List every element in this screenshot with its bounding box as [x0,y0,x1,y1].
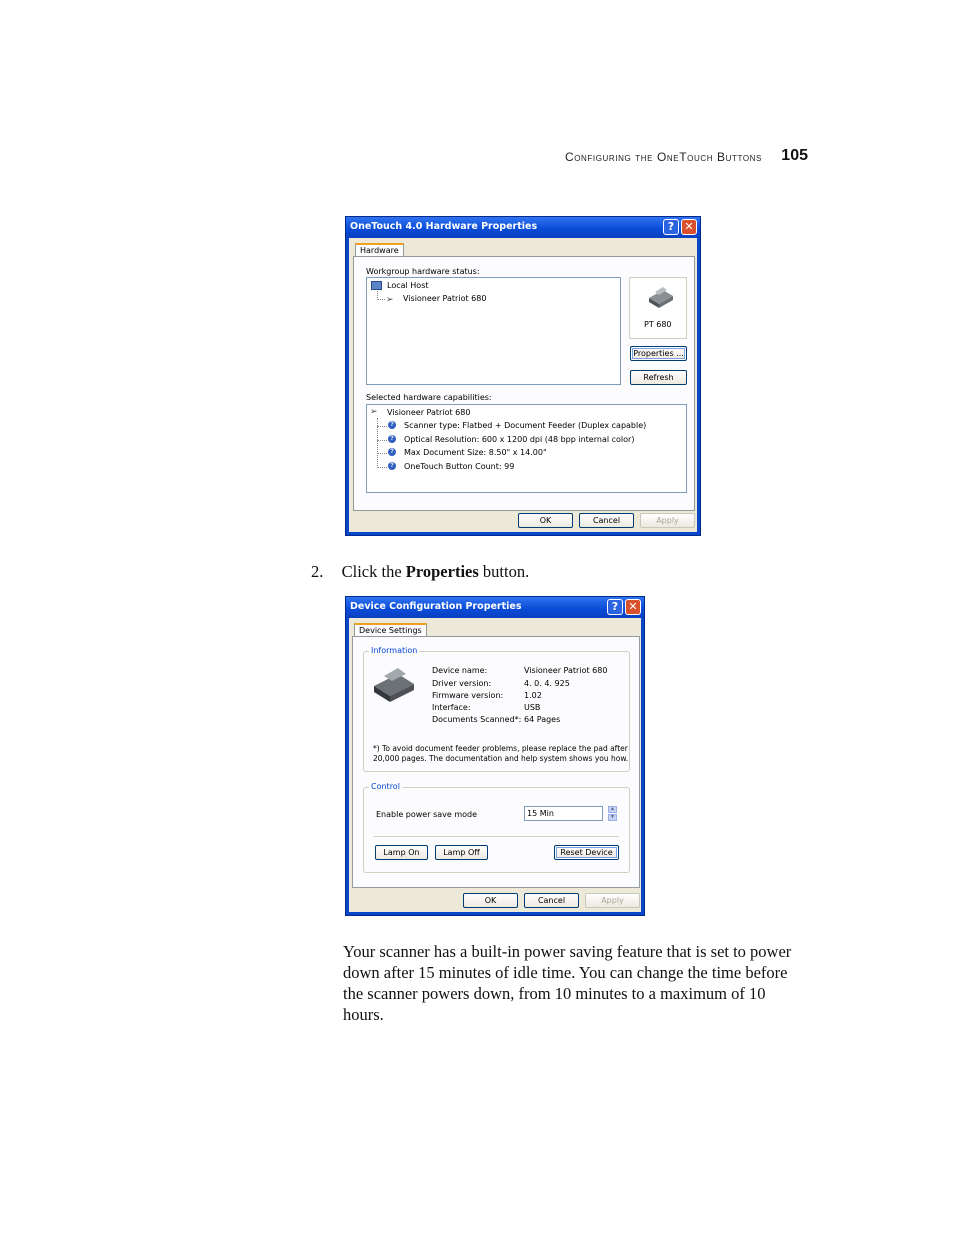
refresh-button[interactable]: Refresh [630,370,687,385]
info-label: Interface: [432,703,471,712]
hardware-tree[interactable] [366,277,621,385]
feeder-note-line2: 20,000 pages. The documentation and help system shows you how. [373,754,629,763]
dialog-title: Device Configuration Properties [350,601,522,612]
ok-button[interactable]: OK [463,893,518,908]
power-save-value: 15 Min [527,809,554,818]
lamp-on-button[interactable]: Lamp On [375,845,428,860]
cancel-button[interactable]: Cancel [579,513,634,528]
dialog-body [349,618,641,912]
capabilities-tree[interactable] [366,404,687,493]
ok-button[interactable]: OK [518,513,573,528]
scanner-arrow-icon: ➢ [370,406,378,416]
dialog-title-bar[interactable] [346,217,700,238]
close-icon[interactable]: ✕ [681,219,697,235]
help-icon[interactable]: ? [607,599,623,615]
info-value: USB [524,703,541,712]
close-icon[interactable]: ✕ [625,599,641,615]
device-caption: PT 680 [644,320,672,329]
paragraph-line: down after 15 minutes of idle time. You can change the time before [343,963,788,982]
tree-host[interactable]: Local Host [387,281,429,290]
spin-up-icon[interactable]: ▲ [608,806,617,813]
info-value: 4. 0. 4. 925 [524,679,570,688]
step-instruction [311,561,529,582]
tab-panel [353,256,695,511]
step-bold: Properties [405,562,479,581]
dialog-body [349,238,697,532]
status-label: Workgroup hardware status: [366,267,480,276]
paragraph-line: Your scanner has a built-in power saving feature that is set to power [343,942,792,961]
control-group-label: Control [371,782,400,791]
help-icon[interactable]: ? [663,219,679,235]
tab-hardware[interactable]: Hardware [355,243,404,257]
scanner-arrow-icon: ➢ [386,294,394,304]
capability-item: Max Document Size: 8.50" x 14.00" [404,448,547,457]
feeder-note-line1: *) To avoid document feeder problems, please replace the pad after [373,744,628,753]
info-label: Firmware version: [432,691,504,700]
info-label: Device name: [432,666,488,675]
capabilities-label: Selected hardware capabilities: [366,393,492,402]
properties-button[interactable]: Properties ... [630,346,687,361]
information-group [363,646,630,772]
power-save-input[interactable] [524,806,603,821]
step-suffix: button. [482,562,530,581]
lamp-off-button[interactable]: Lamp Off [435,845,488,860]
capability-item: Optical Resolution: 600 x 1200 dpi (48 bpp internal color) [404,435,635,444]
device-configuration-dialog [345,596,645,916]
info-label: Driver version: [432,679,492,688]
info-icon: ? [388,435,396,443]
hardware-properties-dialog [345,216,701,536]
scanner-icon [370,666,418,706]
tree-device[interactable]: Visioneer Patriot 680 [403,294,487,303]
capability-item: Scanner type: Flatbed + Document Feeder (Duplex capable) [404,421,647,430]
info-icon: ? [388,421,396,429]
info-value: 64 Pages [524,715,561,724]
capability-item: OneTouch Button Count: 99 [404,462,515,471]
reset-device-button[interactable]: Reset Device [554,845,619,860]
device-preview [629,277,687,339]
page-number: 105 [781,147,808,164]
info-value: 1.02 [524,691,542,700]
step-number: 2. [311,562,324,581]
tab-panel [352,636,640,888]
running-header-title: Configuring the OneTouch Buttons [564,150,762,164]
running-header [520,147,810,169]
dialog-title: OneTouch 4.0 Hardware Properties [350,221,538,232]
information-group-label: Information [371,646,418,655]
info-icon: ? [388,448,396,456]
info-label: Documents Scanned*: [432,715,522,724]
info-icon: ? [388,462,396,470]
control-group [363,782,630,873]
body-paragraph [343,941,791,1025]
apply-button[interactable]: Apply [640,513,695,528]
step-prefix: Click the [341,562,402,581]
divider [374,836,619,837]
cancel-button[interactable]: Cancel [524,893,579,908]
capabilities-root[interactable]: Visioneer Patriot 680 [387,408,471,417]
info-value: Visioneer Patriot 680 [524,666,608,675]
power-save-label: Enable power save mode [376,810,478,819]
paragraph-line: the scanner powers down, from 10 minutes to a maximum of 10 [343,984,766,1003]
tab-device-settings[interactable]: Device Settings [354,623,427,637]
apply-button[interactable]: Apply [585,893,640,908]
dialog-title-bar[interactable] [346,597,644,618]
scanner-icon [645,286,675,310]
host-icon [371,281,382,290]
spin-down-icon[interactable]: ▼ [608,814,617,821]
paragraph-line: hours. [343,1005,384,1024]
